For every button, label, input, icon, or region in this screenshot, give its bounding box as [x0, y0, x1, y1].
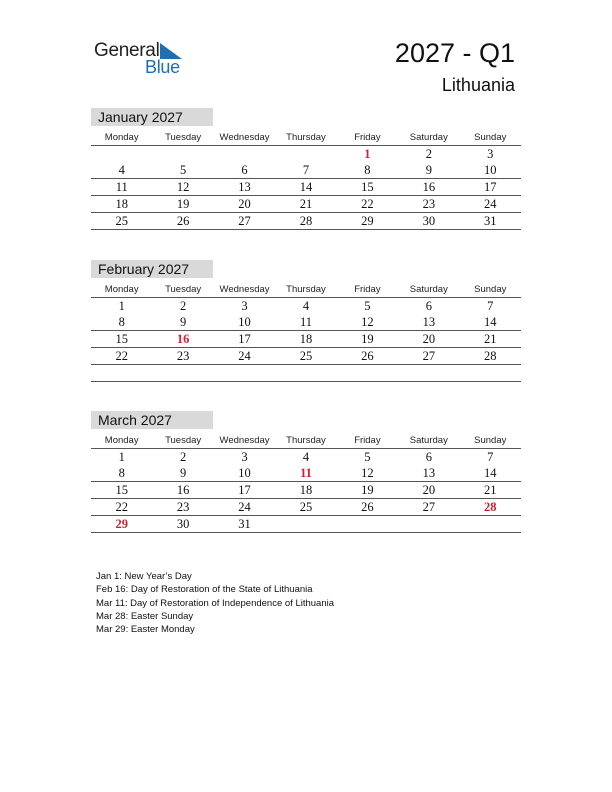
day-cell: 26 — [152, 213, 213, 230]
day-cell: 25 — [275, 348, 336, 365]
calendar-table — [91, 433, 521, 533]
weekday-header: Monday — [91, 130, 152, 146]
weekday-header: Thursday — [275, 130, 336, 146]
weekday-header: Sunday — [460, 282, 521, 298]
day-cell: 15 — [337, 179, 398, 196]
day-cell: 27 — [398, 348, 459, 365]
day-cell: 8 — [91, 314, 152, 331]
week-row — [91, 465, 521, 482]
month-title: February 2027 — [91, 260, 213, 278]
day-cell: 11 — [275, 314, 336, 331]
page-title: 2027 - Q1 — [394, 38, 515, 68]
day-cell: 13 — [214, 179, 275, 196]
day-cell: 4 — [91, 162, 152, 179]
week-row — [91, 499, 521, 516]
day-cell: 21 — [460, 482, 521, 499]
day-cell: 24 — [214, 499, 275, 516]
day-cell: 24 — [214, 348, 275, 365]
day-cell: 17 — [214, 331, 275, 348]
month-title: January 2027 — [91, 108, 213, 126]
day-cell: 20 — [398, 482, 459, 499]
day-cell: 5 — [152, 162, 213, 179]
day-cell: 15 — [91, 331, 152, 348]
day-cell: 11 — [275, 465, 336, 482]
day-cell: 31 — [214, 516, 275, 533]
day-cell: 22 — [91, 499, 152, 516]
day-cell: 30 — [152, 516, 213, 533]
day-cell: 23 — [398, 196, 459, 213]
calendar-table — [91, 130, 521, 230]
holiday-notes — [96, 570, 334, 636]
day-cell: 18 — [275, 331, 336, 348]
day-cell: 2 — [425, 146, 432, 161]
country-name: Lithuania — [441, 75, 515, 95]
day-cell: 7 — [487, 298, 494, 313]
day-cell — [337, 516, 398, 533]
day-cell: 30 — [398, 213, 459, 230]
day-cell: 15 — [91, 482, 152, 499]
day-cell: 4 — [302, 298, 310, 313]
weekday-header: Tuesday — [152, 282, 213, 298]
day-cell: 7 — [487, 449, 494, 464]
holiday-note: Mar 28: Easter Sunday — [96, 610, 194, 622]
day-cell: 16 — [398, 179, 459, 196]
weekday-header: Saturday — [398, 282, 459, 298]
day-cell: 18 — [275, 482, 336, 499]
day-cell — [398, 516, 459, 533]
day-cell: 16 — [152, 331, 213, 348]
day-cell: 5 — [364, 298, 371, 313]
day-cell: 14 — [275, 179, 336, 196]
day-cell: 20 — [214, 196, 275, 213]
day-cell: 18 — [91, 196, 152, 213]
day-cell: 21 — [275, 196, 336, 213]
day-cell: 6 — [214, 162, 275, 179]
day-cell: 29 — [91, 516, 152, 533]
day-cell — [460, 516, 521, 533]
day-cell: 2 — [180, 449, 187, 464]
day-cell: 26 — [337, 348, 398, 365]
day-cell: 1 — [364, 146, 371, 161]
weekday-header: Sunday — [460, 433, 521, 449]
day-cell: 28 — [460, 348, 521, 365]
weekday-header: Tuesday — [152, 433, 213, 449]
day-cell — [152, 146, 213, 163]
day-cell — [152, 365, 213, 382]
day-cell: 14 — [460, 465, 521, 482]
day-cell: 3 — [487, 146, 494, 161]
week-row — [91, 449, 521, 466]
day-cell: 28 — [275, 213, 336, 230]
week-row — [91, 516, 521, 533]
day-cell: 6 — [425, 298, 432, 313]
day-cell: 17 — [214, 482, 275, 499]
weekday-header: Thursday — [275, 282, 336, 298]
week-row — [91, 146, 521, 163]
brand-logo — [94, 40, 194, 80]
week-row — [91, 482, 521, 499]
day-cell: 21 — [460, 331, 521, 348]
day-cell: 10 — [214, 465, 275, 482]
day-cell — [214, 146, 275, 163]
day-cell: 1 — [118, 298, 125, 313]
day-cell: 4 — [302, 449, 310, 464]
weekday-header: Friday — [337, 130, 398, 146]
weekday-header: Saturday — [398, 433, 459, 449]
day-cell: 9 — [398, 162, 459, 179]
holiday-note: Feb 16: Day of Restoration of the State of Lithuania — [96, 584, 313, 596]
weekday-header: Sunday — [460, 130, 521, 146]
day-cell: 17 — [460, 179, 521, 196]
day-cell: 12 — [337, 465, 398, 482]
day-cell — [275, 365, 336, 382]
day-cell: 14 — [460, 314, 521, 331]
weekday-header: Wednesday — [214, 433, 275, 449]
day-cell: 3 — [241, 298, 248, 313]
day-cell — [398, 365, 459, 382]
day-cell: 28 — [460, 499, 521, 516]
day-cell: 19 — [337, 482, 398, 499]
day-cell: 3 — [241, 449, 248, 464]
day-cell — [275, 516, 336, 533]
day-cell: 23 — [152, 499, 213, 516]
day-cell: 13 — [398, 314, 459, 331]
day-cell: 23 — [152, 348, 213, 365]
day-cell: 5 — [364, 449, 371, 464]
holiday-note: Mar 29: Easter Monday — [96, 624, 195, 636]
day-cell — [460, 365, 521, 382]
weekday-header: Friday — [337, 433, 398, 449]
week-row — [91, 196, 521, 213]
holiday-note: Mar 11: Day of Restoration of Independence of Lithuania — [96, 597, 335, 609]
day-cell: 12 — [152, 179, 213, 196]
day-cell: 22 — [337, 196, 398, 213]
day-cell: 20 — [398, 331, 459, 348]
day-cell: 22 — [91, 348, 152, 365]
logo-text-general: General — [94, 40, 160, 61]
weekday-header: Wednesday — [214, 130, 275, 146]
month-block-january — [91, 108, 521, 230]
week-row — [91, 348, 521, 365]
day-cell: 26 — [337, 499, 398, 516]
day-cell: 9 — [152, 314, 213, 331]
weekday-header: Monday — [91, 282, 152, 298]
weekday-header: Wednesday — [214, 282, 275, 298]
weekday-header: Monday — [91, 433, 152, 449]
day-cell: 9 — [152, 465, 213, 482]
day-cell: 24 — [460, 196, 521, 213]
day-cell: 6 — [425, 449, 432, 464]
day-cell: 8 — [337, 162, 398, 179]
week-row — [91, 331, 521, 348]
day-cell: 27 — [214, 213, 275, 230]
day-cell — [214, 365, 275, 382]
day-cell: 31 — [460, 213, 521, 230]
holiday-note: Jan 1: New Year’s Day — [96, 571, 192, 582]
weekday-header: Friday — [337, 282, 398, 298]
week-row — [91, 162, 521, 179]
month-title: March 2027 — [91, 411, 213, 429]
day-cell: 16 — [152, 482, 213, 499]
day-cell: 11 — [91, 179, 152, 196]
month-block-march — [91, 411, 521, 533]
day-cell: 25 — [91, 213, 152, 230]
day-cell: 12 — [337, 314, 398, 331]
month-block-february — [91, 260, 521, 382]
week-row — [91, 179, 521, 196]
day-cell — [91, 365, 152, 382]
weekday-header: Saturday — [398, 130, 459, 146]
week-row — [91, 314, 521, 331]
week-row — [91, 213, 521, 230]
weekday-header: Thursday — [275, 433, 336, 449]
day-cell: 27 — [398, 499, 459, 516]
day-cell: 19 — [337, 331, 398, 348]
day-cell: 13 — [398, 465, 459, 482]
calendar-table — [91, 282, 521, 382]
day-cell: 2 — [180, 298, 187, 313]
logo-text-blue: Blue — [145, 57, 180, 77]
day-cell — [91, 146, 152, 163]
day-cell: 1 — [118, 449, 125, 464]
day-cell: 10 — [460, 162, 521, 179]
week-row — [91, 298, 521, 315]
day-cell: 29 — [337, 213, 398, 230]
day-cell: 8 — [91, 465, 152, 482]
day-cell: 25 — [275, 499, 336, 516]
day-cell: 7 — [275, 162, 336, 179]
day-cell: 19 — [152, 196, 213, 213]
day-cell: 10 — [214, 314, 275, 331]
week-row — [91, 365, 521, 382]
day-cell — [337, 365, 398, 382]
weekday-header: Tuesday — [152, 130, 213, 146]
day-cell — [275, 146, 336, 163]
